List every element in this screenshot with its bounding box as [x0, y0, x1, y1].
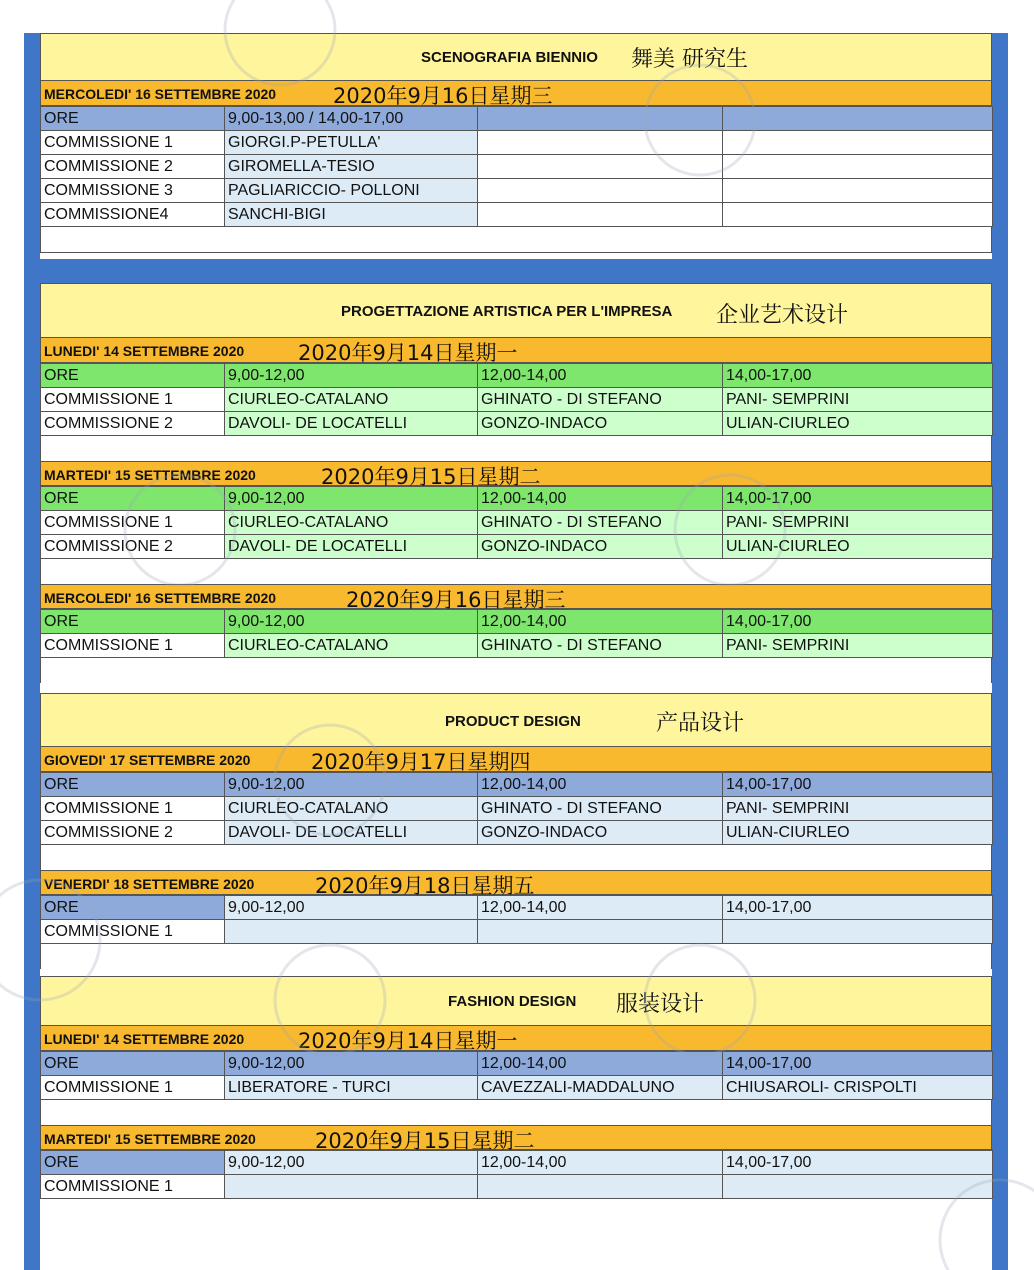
- examiner-cell: [478, 920, 723, 944]
- section-title-zh: 企业艺术设计: [716, 303, 849, 328]
- day-header: [40, 747, 992, 772]
- header-cell: 14,00-17,00: [723, 773, 993, 797]
- examiner-cell: PANI- SEMPRINI: [723, 511, 993, 535]
- section-title-it: FASHION DESIGN: [448, 993, 577, 1010]
- section-progettazione: [40, 283, 992, 683]
- examiner-cell: CHIUSAROLI- CRISPOLTI: [723, 1076, 993, 1100]
- examiner-cell: PANI- SEMPRINI: [723, 797, 993, 821]
- examiner-cell: [723, 155, 993, 179]
- schedule-table: [40, 106, 993, 227]
- day-label-zh: 2020年9月15日星期二: [315, 1129, 535, 1153]
- commission-cell: COMMISSIONE 2: [41, 155, 225, 179]
- header-cell: 12,00-14,00: [478, 773, 723, 797]
- blank-row: [40, 845, 992, 870]
- schedule-table: [40, 363, 993, 436]
- examiner-cell: DAVOLI- DE LOCATELLI: [225, 821, 478, 845]
- header-cell: ORE: [41, 610, 225, 634]
- examiner-cell: CIURLEO-CATALANO: [225, 797, 478, 821]
- examiner-cell: [478, 131, 723, 155]
- day-header: [40, 1125, 992, 1153]
- section-title-it: PRODUCT DESIGN: [445, 713, 581, 730]
- header-cell: 9,00-12,00: [225, 896, 478, 920]
- blank-row: [40, 1100, 992, 1125]
- header-cell: 14,00-17,00: [723, 896, 993, 920]
- examiner-cell: PANI- SEMPRINI: [723, 388, 993, 412]
- section-title-bar: [40, 283, 992, 338]
- examiner-cell: CIURLEO-CATALANO: [225, 388, 478, 412]
- day-header: [40, 338, 992, 363]
- table-row: [41, 1175, 993, 1199]
- examiner-cell: ULIAN-CIURLEO: [723, 821, 993, 845]
- day-label-zh: 2020年9月16日星期三: [333, 84, 553, 108]
- commission-cell: COMMISSIONE 1: [41, 634, 225, 658]
- commission-cell: COMMISSIONE 1: [41, 388, 225, 412]
- header-cell: 12,00-14,00: [478, 896, 723, 920]
- table-header-row: [41, 773, 993, 797]
- right-border-bar: [992, 33, 1008, 1270]
- table-header-row: [41, 364, 993, 388]
- examiner-cell: [723, 1175, 993, 1199]
- schedule-table: [40, 609, 993, 658]
- header-cell: [478, 107, 723, 131]
- header-cell: ORE: [41, 896, 225, 920]
- examiner-cell: LIBERATORE - TURCI: [225, 1076, 478, 1100]
- day-label-zh: 2020年9月15日星期二: [321, 465, 541, 489]
- header-cell: 14,00-17,00: [723, 1052, 993, 1076]
- commission-cell: COMMISSIONE 2: [41, 535, 225, 559]
- day-label-zh: 2020年9月14日星期一: [298, 341, 518, 365]
- header-cell: 12,00-14,00: [478, 1151, 723, 1175]
- header-cell: 9,00-12,00: [225, 487, 478, 511]
- schedule-table: [40, 772, 993, 845]
- table-row: [41, 821, 993, 845]
- header-cell: 14,00-17,00: [723, 610, 993, 634]
- schedule-table: [40, 895, 993, 944]
- header-cell: ORE: [41, 1052, 225, 1076]
- header-cell: ORE: [41, 364, 225, 388]
- day-label-zh: 2020年9月18日星期五: [315, 874, 535, 898]
- blank-row: [40, 227, 992, 253]
- section-title-zh: 舞美 研究生: [631, 47, 748, 72]
- commission-cell: COMMISSIONE4: [41, 203, 225, 227]
- header-cell: 12,00-14,00: [478, 364, 723, 388]
- section-fashion-design: [40, 976, 992, 1199]
- examiner-cell: GIORGI.P-PETULLA': [225, 131, 478, 155]
- section-title-it: PROGETTAZIONE ARTISTICA PER L'IMPRESA: [341, 303, 673, 320]
- day-header: [40, 81, 992, 106]
- schedule-table: [40, 1051, 993, 1100]
- header-cell: 12,00-14,00: [478, 1052, 723, 1076]
- day-label-zh: 2020年9月17日星期四: [311, 750, 531, 774]
- examiner-cell: PANI- SEMPRINI: [723, 634, 993, 658]
- table-row: [41, 535, 993, 559]
- blank-row: [40, 559, 992, 584]
- section-title-bar: [40, 693, 992, 747]
- commission-cell: COMMISSIONE 1: [41, 511, 225, 535]
- header-cell: 9,00-12,00: [225, 773, 478, 797]
- header-cell: 14,00-17,00: [723, 1151, 993, 1175]
- blank-row: [40, 944, 992, 969]
- table-row: [41, 634, 993, 658]
- section-scenografia: [40, 33, 992, 253]
- section-title-bar: [40, 976, 992, 1026]
- examiner-cell: GHINATO - DI STEFANO: [478, 511, 723, 535]
- day-header: [40, 1026, 992, 1051]
- examiner-cell: [723, 203, 993, 227]
- table-row: [41, 797, 993, 821]
- header-cell: 14,00-17,00: [723, 487, 993, 511]
- header-cell: ORE: [41, 107, 225, 131]
- table-header-row: [41, 107, 993, 131]
- examiner-cell: ULIAN-CIURLEO: [723, 412, 993, 436]
- header-cell: [723, 107, 993, 131]
- table-row: [41, 155, 993, 179]
- examiner-cell: GIROMELLA-TESIO: [225, 155, 478, 179]
- examiner-cell: [225, 1175, 478, 1199]
- examiner-cell: [225, 920, 478, 944]
- table-row: [41, 920, 993, 944]
- examiner-cell: CAVEZZALI-MADDALUNO: [478, 1076, 723, 1100]
- header-cell: ORE: [41, 487, 225, 511]
- commission-cell: COMMISSIONE 1: [41, 131, 225, 155]
- header-cell: 9,00-12,00: [225, 1052, 478, 1076]
- day-header: [40, 584, 992, 612]
- examiner-cell: [723, 920, 993, 944]
- header-cell: 9,00-13,00 / 14,00-17,00: [225, 107, 478, 131]
- examiner-cell: [478, 203, 723, 227]
- day-label-it: VENERDI' 18 SETTEMBRE 2020: [44, 876, 255, 892]
- day-label-it: GIOVEDI' 17 SETTEMBRE 2020: [44, 752, 251, 768]
- examiner-cell: CIURLEO-CATALANO: [225, 511, 478, 535]
- commission-cell: COMMISSIONE 1: [41, 1175, 225, 1199]
- table-row: [41, 179, 993, 203]
- examiner-cell: [723, 131, 993, 155]
- examiner-cell: GONZO-INDACO: [478, 412, 723, 436]
- examiner-cell: DAVOLI- DE LOCATELLI: [225, 412, 478, 436]
- day-label-it: MARTEDI' 15 SETTEMBRE 2020: [44, 1131, 256, 1147]
- examiner-cell: CIURLEO-CATALANO: [225, 634, 478, 658]
- commission-cell: COMMISSIONE 2: [41, 821, 225, 845]
- table-row: [41, 412, 993, 436]
- left-border-bar: [24, 33, 40, 1270]
- section-title-it: SCENOGRAFIA BIENNIO: [421, 49, 598, 66]
- examiner-cell: [478, 1175, 723, 1199]
- examiner-cell: ULIAN-CIURLEO: [723, 535, 993, 559]
- commission-cell: COMMISSIONE 3: [41, 179, 225, 203]
- section-product-design: [40, 693, 992, 969]
- table-row: [41, 511, 993, 535]
- header-cell: 12,00-14,00: [478, 610, 723, 634]
- day-label-zh: 2020年9月14日星期一: [298, 1029, 518, 1053]
- day-label-it: MARTEDI' 15 SETTEMBRE 2020: [44, 467, 256, 483]
- examiner-cell: GHINATO - DI STEFANO: [478, 388, 723, 412]
- header-cell: 12,00-14,00: [478, 487, 723, 511]
- table-row: [41, 131, 993, 155]
- day-label-zh: 2020年9月16日星期三: [346, 588, 566, 612]
- examiner-cell: PAGLIARICCIO- POLLONI: [225, 179, 478, 203]
- header-cell: 9,00-12,00: [225, 1151, 478, 1175]
- table-header-row: [41, 1052, 993, 1076]
- examiner-cell: GHINATO - DI STEFANO: [478, 797, 723, 821]
- header-cell: 14,00-17,00: [723, 364, 993, 388]
- day-label-it: LUNEDI' 14 SETTEMBRE 2020: [44, 343, 245, 359]
- blank-row: [40, 436, 992, 461]
- blank-row: [40, 658, 992, 683]
- header-cell: 9,00-12,00: [225, 364, 478, 388]
- day-header: [40, 461, 992, 489]
- table-row: [41, 388, 993, 412]
- day-label-it: LUNEDI' 14 SETTEMBRE 2020: [44, 1031, 245, 1047]
- section-title-bar: [40, 33, 992, 81]
- examiner-cell: GONZO-INDACO: [478, 535, 723, 559]
- commission-cell: COMMISSIONE 2: [41, 412, 225, 436]
- day-header: [40, 870, 992, 898]
- schedule-table: [40, 1150, 993, 1199]
- examiner-cell: [723, 179, 993, 203]
- examiner-cell: GHINATO - DI STEFANO: [478, 634, 723, 658]
- commission-cell: COMMISSIONE 1: [41, 797, 225, 821]
- section-gap-bar: [24, 259, 1008, 283]
- day-label-it: MERCOLEDI' 16 SETTEMBRE 2020: [44, 590, 277, 606]
- header-cell: ORE: [41, 773, 225, 797]
- commission-cell: COMMISSIONE 1: [41, 1076, 225, 1100]
- examiner-cell: DAVOLI- DE LOCATELLI: [225, 535, 478, 559]
- commission-cell: COMMISSIONE 1: [41, 920, 225, 944]
- header-cell: ORE: [41, 1151, 225, 1175]
- examiner-cell: SANCHI-BIGI: [225, 203, 478, 227]
- day-label-it: MERCOLEDI' 16 SETTEMBRE 2020: [44, 86, 277, 102]
- schedule-table: [40, 486, 993, 559]
- table-row: [41, 1076, 993, 1100]
- section-title-zh: 产品设计: [656, 711, 745, 736]
- examiner-cell: [478, 179, 723, 203]
- examiner-cell: [478, 155, 723, 179]
- table-row: [41, 203, 993, 227]
- examiner-cell: GONZO-INDACO: [478, 821, 723, 845]
- section-title-zh: 服装设计: [616, 992, 705, 1017]
- header-cell: 9,00-12,00: [225, 610, 478, 634]
